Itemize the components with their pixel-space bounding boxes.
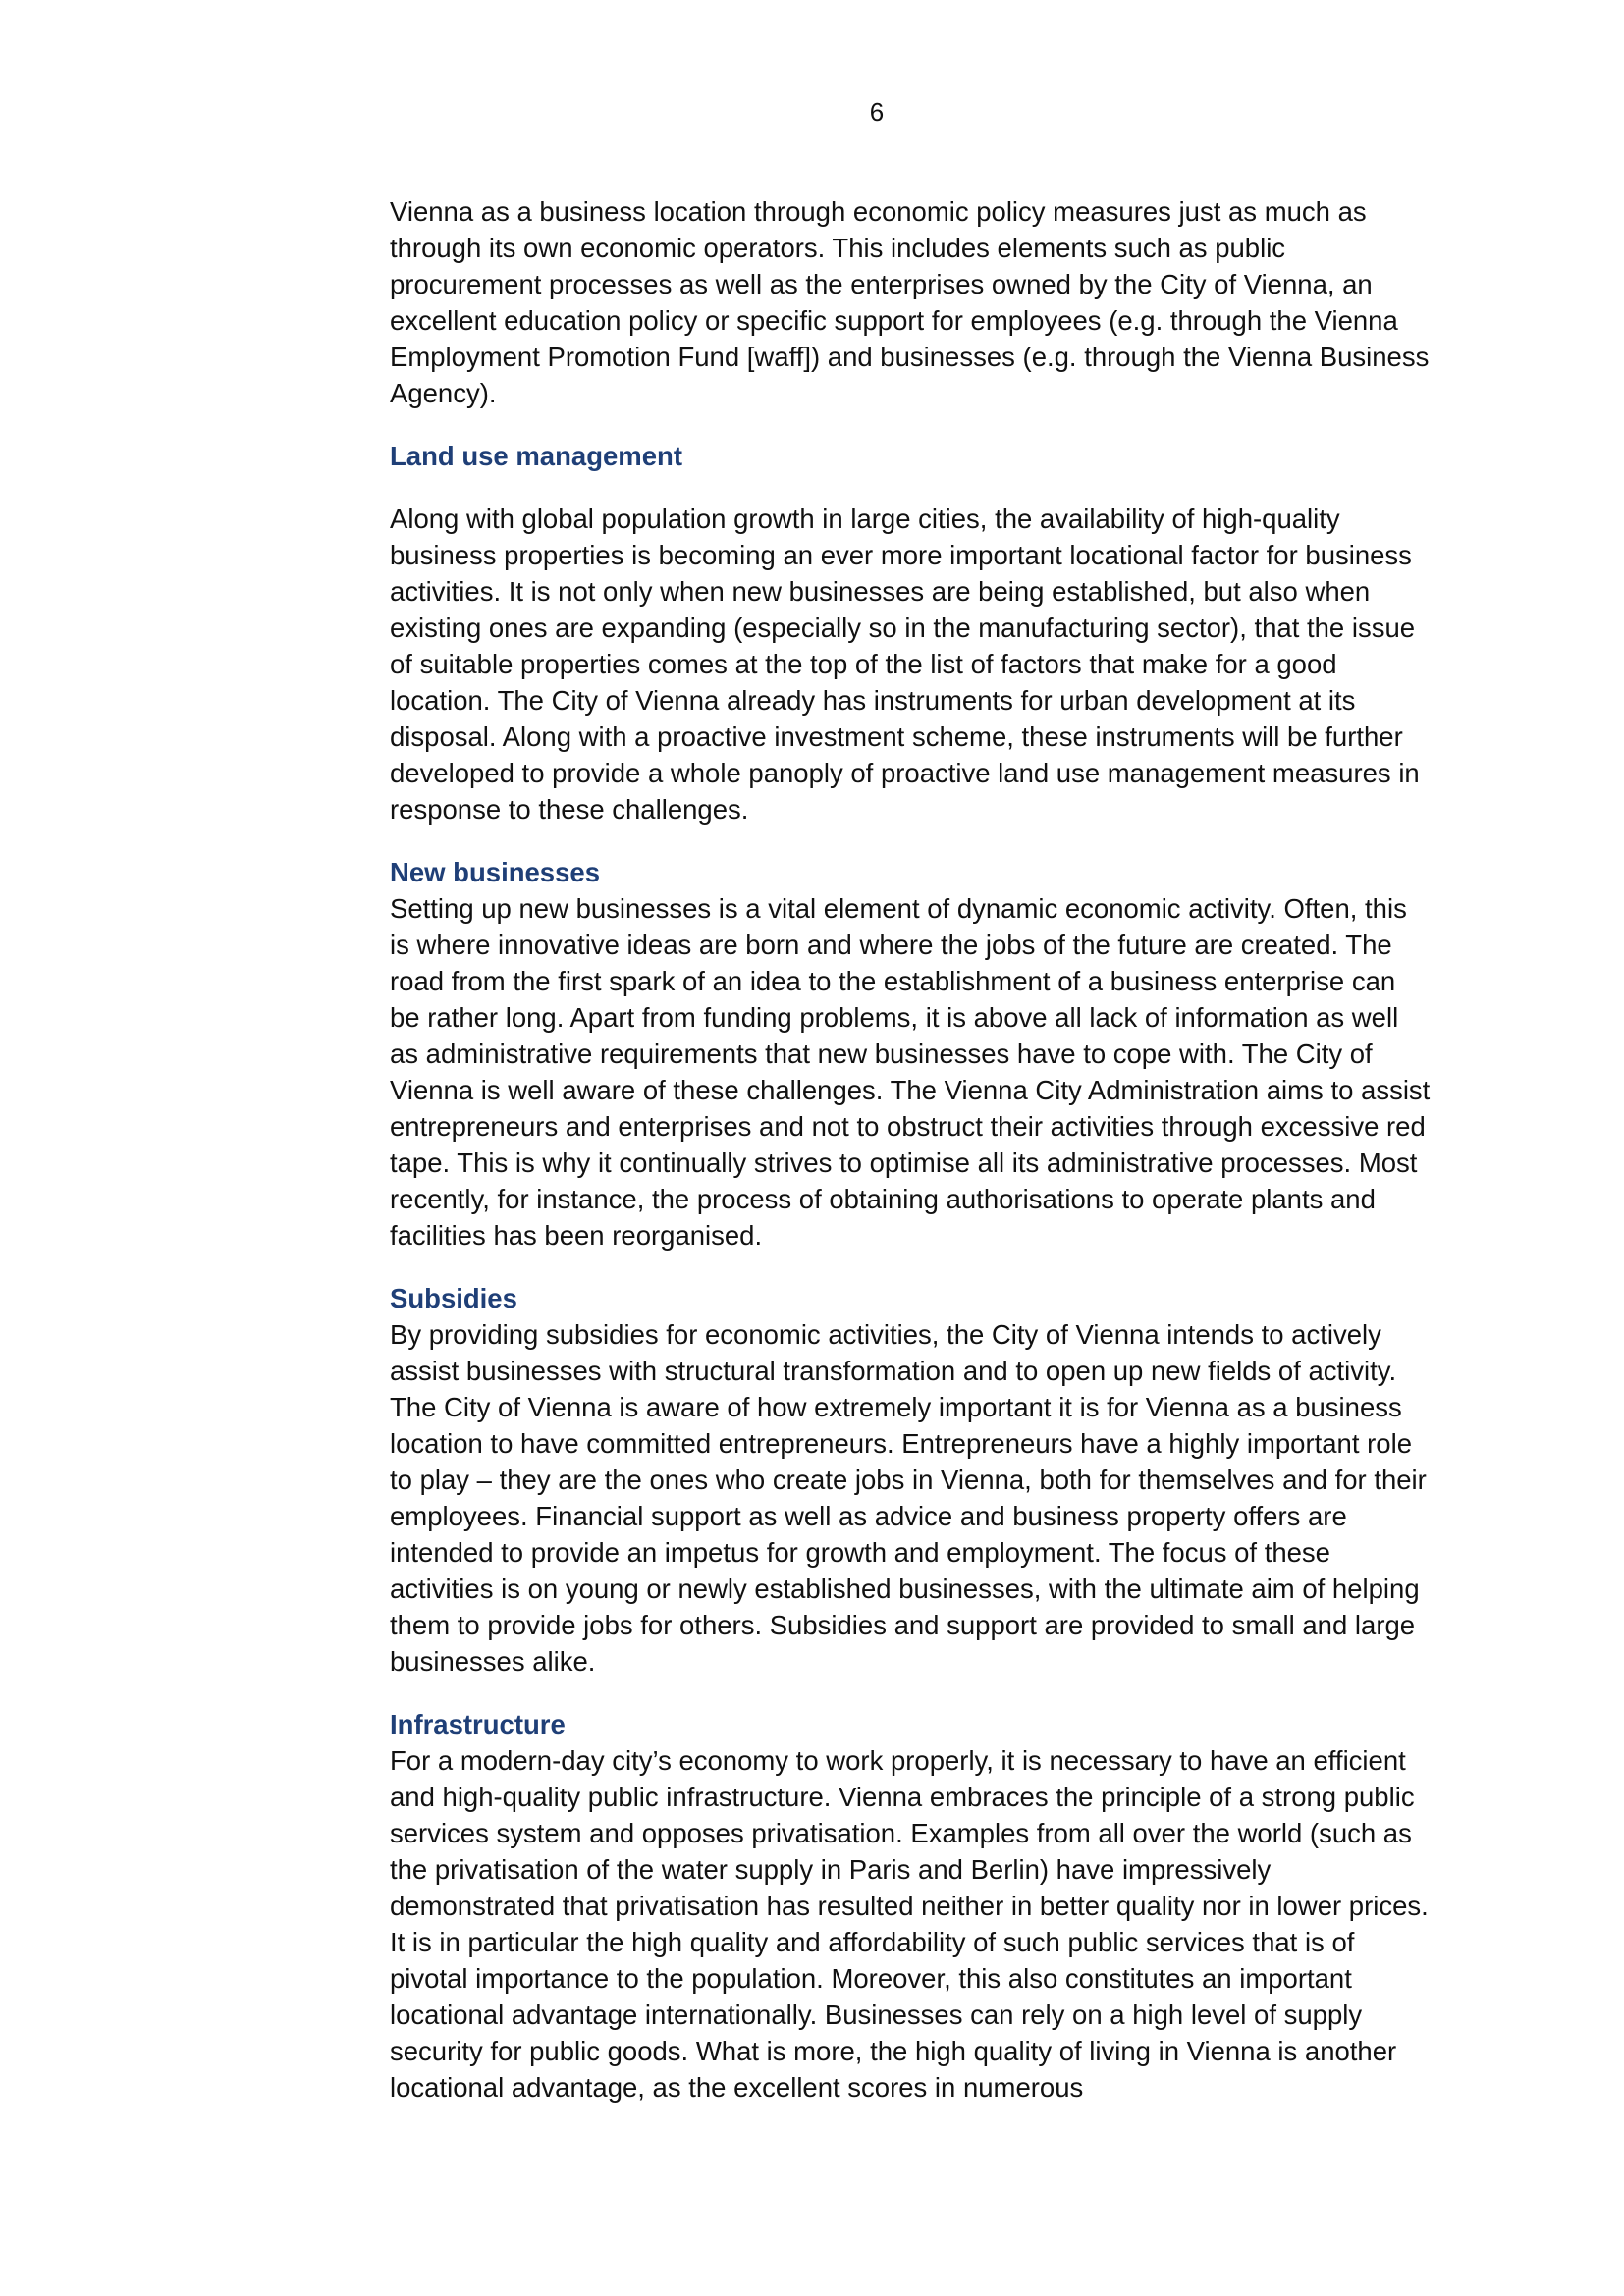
intro-paragraph: Vienna as a business location through economic policy measures just as much as through its own economic operators. This includes elements such as public procurement processes as well as the enterprises owned by the City of Vienna, an excellent education policy or specific support for employees (e.g. through the Vienna Employment Promotion Fund [waff]) and businesses (e.g. through the Vienna Business Agency). — [390, 196, 1430, 408]
paragraph-infrastructure: For a modern-day city’s economy to work properly, it is necessary to have an efficient and high-quality public infrastructure. Vienna embraces the principle of a strong public services system and opposes privatisation. Examples from all over the world (such as the privatisation of the water supply in Paris and Berlin) have impressively demonstrated that privatisation has resulted neither in better quality nor in lower prices. It is in particular the high quality and affordability of such public services that is of pivotal importance to the population. Moreover, this also constitutes an important locational advantage internationally. Businesses can rely on a high level of supply security for public goods. What is more, the high quality of living in Vienna is another locational advantage, as the excellent scores in numerous — [390, 1745, 1429, 2103]
heading-infrastructure: Infrastructure — [390, 1709, 566, 1739]
paragraph-land-use-management: Along with global population growth in large cities, the availability of high-quality business properties is becoming an ever more important locational factor for business activities. It is not only when new businesses are being established, but also when existing ones are expanding (especially so in the manufacturing sector), that the issue of suitable properties comes at the top of the list of factors that make for a good location. The City of Vienna already has instruments for urban development at its disposal. Along with a proactive investment scheme, these instruments will be further developed to provide a whole panoply of proactive land use management measures in response to these challenges. — [390, 504, 1420, 825]
paragraph-subsidies: By providing subsidies for economic activities, the City of Vienna intends to actively assist businesses with structural transformation and to open up new fields of activity. The City of Vienna is aware of how extremely important it is for Vienna as a business location to have committed entrepreneurs. Entrepreneurs have a highly important role to play – they are the ones who create jobs in Vienna, both for themselves and for their employees. Financial support as well as advice and business property offers are intended to provide an impetus for growth and employment. The focus of these activities is on young or newly established businesses, with the ultimate aim of helping them to provide jobs for others. Subsidies and support are provided to small and large businesses alike. — [390, 1319, 1427, 1677]
heading-subsidies: Subsidies — [390, 1283, 517, 1313]
heading-new-businesses: New businesses — [390, 857, 600, 887]
page-number: 6 — [869, 97, 885, 127]
paragraph-new-businesses: Setting up new businesses is a vital element of dynamic economic activity. Often, this is where innovative ideas are born and where the jobs of the future are created. The road from the first spark of an idea to the establishment of a business enterprise can be rather long. Apart from funding problems, it is above all lack of information as well as administrative requirements that new businesses have to cope with. The City of Vienna is well aware of these challenges. The Vienna City Administration aims to assist entrepreneurs and enterprises and not to obstruct their activities through excessive red tape. This is why it continually strives to optimise all its administrative processes. Most recently, for instance, the process of obtaining authorisations to operate plants and facilities has been reorganised. — [390, 893, 1431, 1251]
document-body — [390, 193, 1431, 2106]
heading-land-use-management: Land use management — [390, 441, 682, 471]
